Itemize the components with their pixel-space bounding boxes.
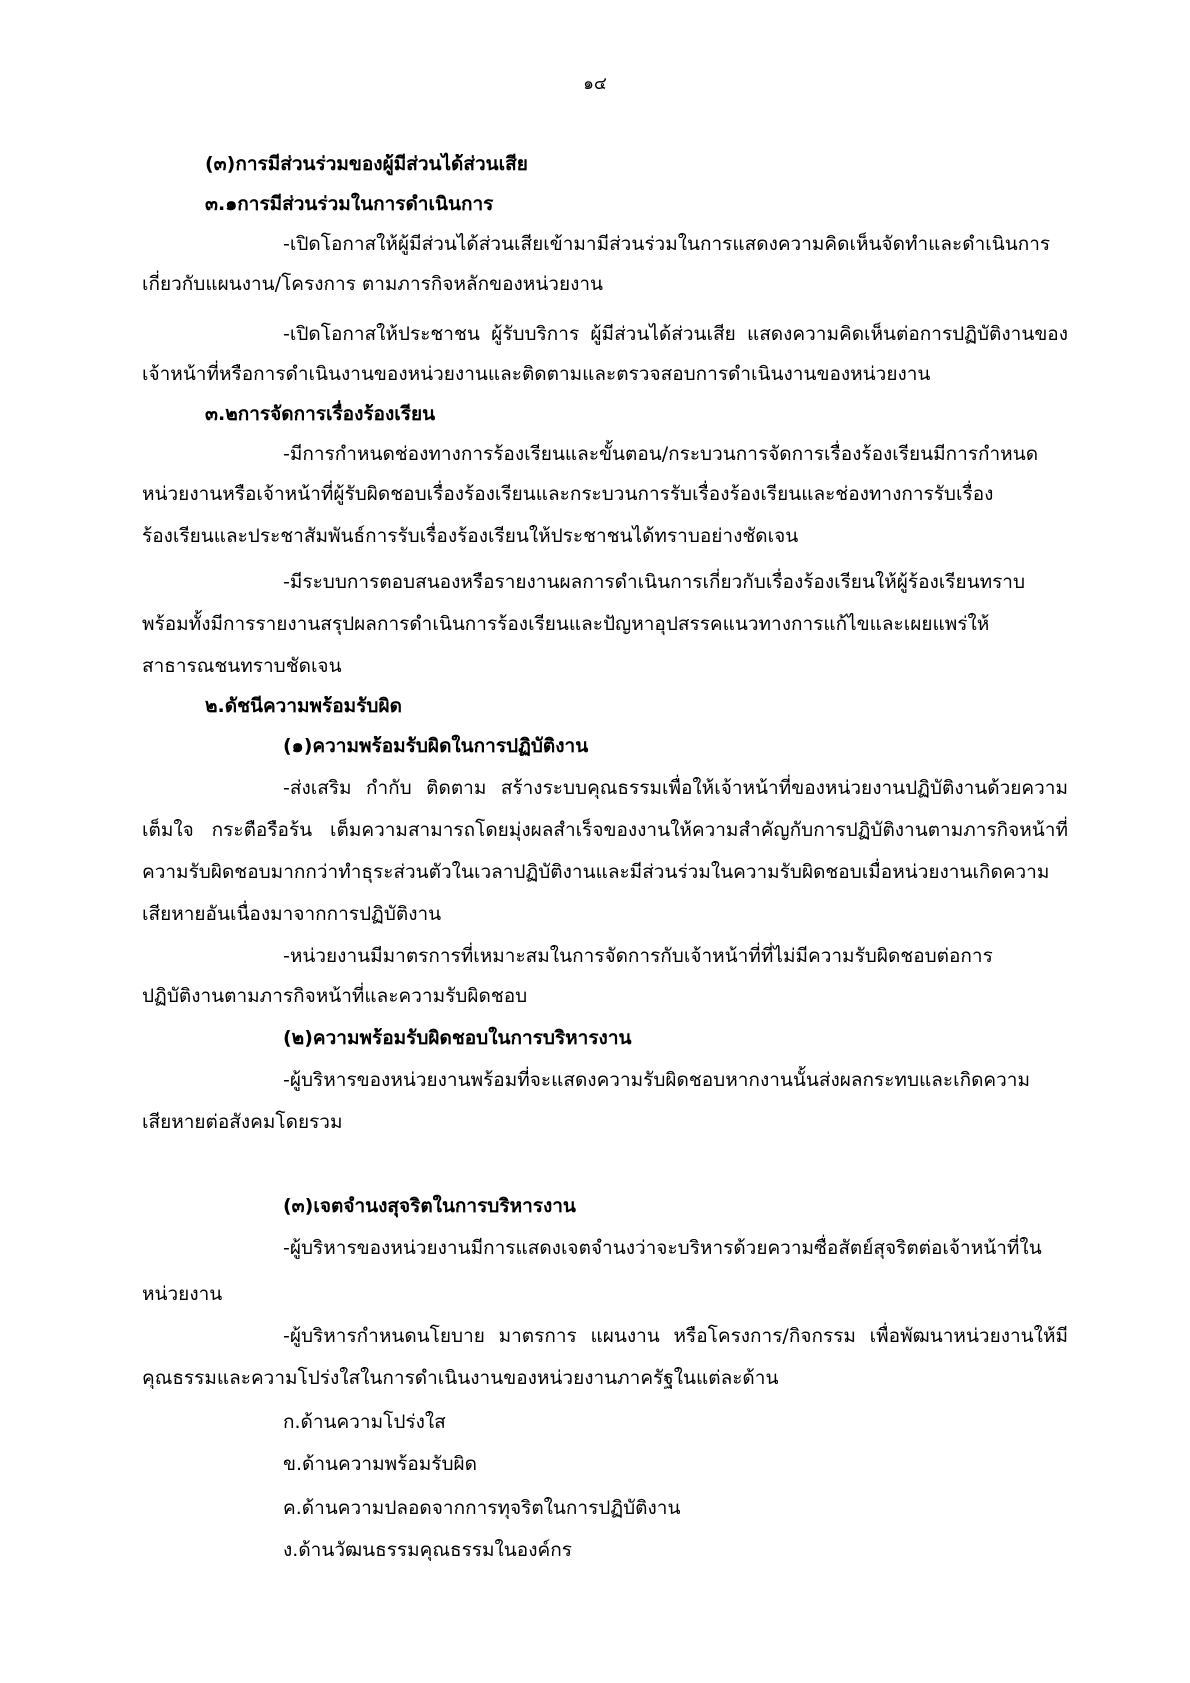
paragraph-line: -เปิดโอกาสให้ผู้มีส่วนได้ส่วนเสียเข้ามามีส่วนร่วมในการแสดงความคิดเห็นจัดทำและดำเนินการ bbox=[283, 233, 1051, 255]
heading-complaint-management: ๓.๒การจัดการเรื่องร้องเรียน bbox=[205, 403, 436, 425]
paragraph-line: -เปิดโอกาสให้ประชาชน ผู้รับบริการ ผู้มีส่วนได้ส่วนเสีย แสดงความคิดเห็นต่อการปฏิบัติงานของ bbox=[283, 323, 1068, 345]
list-item: ข.ด้านความพร้อมรับผิด bbox=[283, 1453, 477, 1475]
heading-integrity-intention: (๓)เจตจำนงสุจริตในการบริหารงาน bbox=[283, 1195, 576, 1217]
paragraph-line: ความรับผิดชอบมากกว่าทำธุระส่วนตัวในเวลาปฏิบัติงานและมีส่วนร่วมในความรับผิดชอบเมื่อหน่วยงานเกิดความ bbox=[142, 861, 1050, 883]
paragraph-line: ร้องเรียนและประชาสัมพันธ์การรับเรื่องร้องเรียนให้ประชาชนได้ทราบอย่างชัดเจน bbox=[142, 525, 799, 547]
paragraph-line: -ส่งเสริม กำกับ ติดตาม สร้างระบบคุณธรรมเพื่อให้เจ้าหน้าที่ของหน่วยงานปฏิบัติงานด้วยความ bbox=[283, 777, 1068, 799]
paragraph-line: สาธารณชนทราบชัดเจน bbox=[142, 655, 342, 677]
heading-accountability-index: ๒.ดัชนีความพร้อมรับผิด bbox=[205, 695, 402, 717]
page-number: ๑๔ bbox=[583, 74, 607, 94]
heading-accountability-in-management: (๒)ความพร้อมรับผิดชอบในการบริหารงาน bbox=[283, 1027, 632, 1049]
paragraph-line: หน่วยงานหรือเจ้าหน้าที่ผู้รับผิดชอบเรื่องร้องเรียนและกระบวนการรับเรื่องร้องเรียนและช่องทางการรับเรื่อง bbox=[142, 483, 994, 505]
list-item: ค.ด้านความปลอดจากการทุจริตในการปฏิบัติงาน bbox=[283, 1497, 681, 1519]
paragraph-line: -ผู้บริหารของหน่วยงานมีการแสดงเจตจำนงว่าจะบริหารด้วยความซื่อสัตย์สุจริตต่อเจ้าหน้าที่ใน bbox=[283, 1237, 1042, 1259]
paragraph-line: เสียหายต่อสังคมโดยรวม bbox=[142, 1111, 343, 1133]
paragraph-line: เกี่ยวกับแผนงาน/โครงการ ตามภารกิจหลักของหน่วยงาน bbox=[142, 273, 604, 295]
list-item: ก.ด้านความโปร่งใส bbox=[283, 1411, 446, 1433]
paragraph-line: -มีการกำหนดช่องทางการร้องเรียนและขั้นตอน/กระบวนการจัดการเรื่องร้องเรียนมีการกำหนด bbox=[283, 443, 1039, 465]
paragraph-line: หน่วยงาน bbox=[142, 1283, 223, 1305]
paragraph-line: -หน่วยงานมีมาตรการที่เหมาะสมในการจัดการกับเจ้าหน้าที่ที่ไม่มีความรับผิดชอบต่อการ bbox=[283, 945, 993, 967]
paragraph-line: -มีระบบการตอบสนองหรือรายงานผลการดำเนินการเกี่ยวกับเรื่องร้องเรียนให้ผู้ร้องเรียนทราบ bbox=[283, 571, 1026, 593]
paragraph-line: พร้อมทั้งมีการรายงานสรุปผลการดำเนินการร้องเรียนและปัญหาอุปสรรคแนวทางการแก้ไขและเผยแพร่ให้ bbox=[142, 613, 990, 635]
heading-accountability-in-work: (๑)ความพร้อมรับผิดในการปฏิบัติงาน bbox=[283, 735, 589, 757]
paragraph-line: เสียหายอันเนื่องมาจากการปฏิบัติงาน bbox=[142, 903, 442, 925]
heading-stakeholder-participation: (๓)การมีส่วนร่วมของผู้มีส่วนได้ส่วนเสีย bbox=[205, 153, 528, 175]
paragraph-line: ปฏิบัติงานตามภารกิจหน้าที่และความรับผิดชอบ bbox=[142, 985, 528, 1007]
paragraph-line: เจ้าหน้าที่หรือการดำเนินงานของหน่วยงานและติดตามและตรวจสอบการดำเนินงานของหน่วยงาน bbox=[142, 363, 931, 385]
paragraph-line: เต็มใจ กระตือรือร้น เต็มความสามารถโดยมุ่งผลสำเร็จของงานให้ความสำคัญกับการปฏิบัติงานตามภารกิจหน้าที่ bbox=[142, 819, 1068, 841]
heading-participation-in-operations: ๓.๑การมีส่วนร่วมในการดำเนินการ bbox=[205, 193, 494, 215]
paragraph-line: -ผู้บริหารของหน่วยงานพร้อมที่จะแสดงความรับผิดชอบหากงานนั้นส่งผลกระทบและเกิดความ bbox=[283, 1069, 1031, 1091]
list-item: ง.ด้านวัฒนธรรมคุณธรรมในองค์กร bbox=[283, 1539, 572, 1561]
paragraph-line: คุณธรรมและความโปร่งใสในการดำเนินงานของหน่วยงานภาครัฐในแต่ละด้าน bbox=[142, 1367, 779, 1389]
paragraph-line: -ผู้บริหารกำหนดนโยบาย มาตรการ แผนงาน หรือโครงการ/กิจกรรม เพื่อพัฒนาหน่วยงานให้มี bbox=[283, 1325, 1068, 1347]
